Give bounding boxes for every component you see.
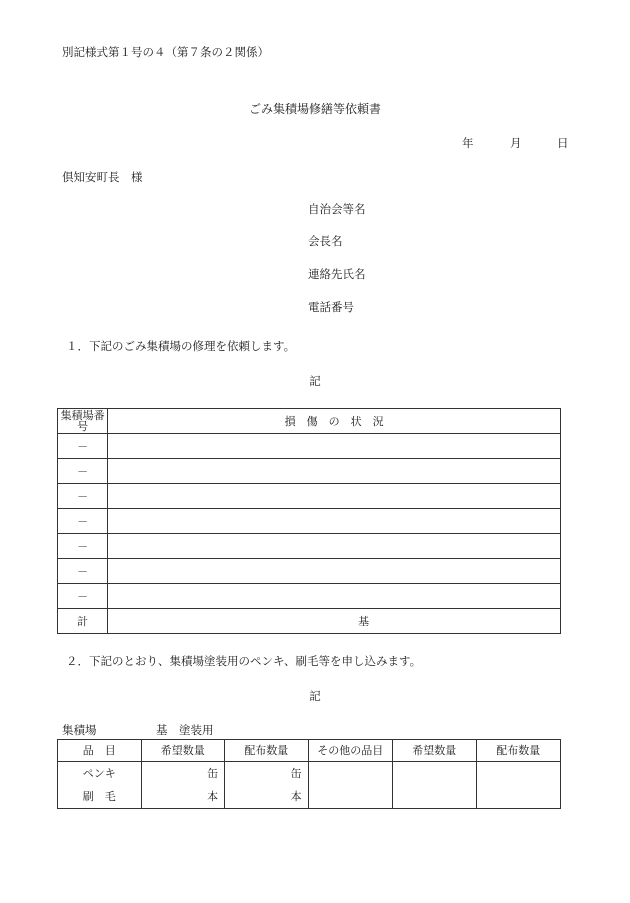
document-title: ごみ集積場修繕等依頼書	[248, 102, 381, 116]
field-phone: 電話番号	[308, 300, 354, 314]
total-unit: 基	[108, 609, 561, 634]
paint-desired-unit: 缶	[207, 767, 219, 780]
section2-heading: ２．下記のとおり、集積場塗装用のペンキ、刷毛等を申し込みます。	[66, 654, 422, 668]
damage-cell[interactable]	[108, 534, 561, 559]
site-number-cell: －	[58, 509, 108, 534]
date-day: 日	[557, 136, 569, 150]
total-row	[58, 609, 561, 634]
table-row	[58, 762, 561, 809]
table-row	[58, 534, 561, 559]
item-brush: 刷 毛	[82, 790, 116, 803]
site-number-cell: －	[58, 534, 108, 559]
site-count-unit: 基 塗装用	[156, 723, 214, 737]
site-number-cell: －	[58, 484, 108, 509]
header-item: 品 目	[58, 740, 142, 762]
site-number-cell: －	[58, 559, 108, 584]
damage-cell[interactable]	[108, 484, 561, 509]
header-other-desired-qty: 希望数量	[393, 740, 476, 762]
addressee: 倶知安町長 様	[62, 170, 143, 184]
section2-ki: 記	[309, 689, 321, 703]
section1-ki: 記	[309, 374, 321, 388]
header-distributed-qty: 配布数量	[225, 740, 309, 762]
date-year: 年	[462, 136, 474, 150]
section1-heading: １．下記のごみ集積場の修理を依頼します。	[66, 339, 296, 353]
table-header-row	[58, 740, 561, 762]
damage-cell[interactable]	[108, 559, 561, 584]
site-number-cell: －	[58, 459, 108, 484]
total-label: 計	[58, 609, 108, 634]
header-other-item: その他の品目	[308, 740, 392, 762]
header-desired-qty: 希望数量	[141, 740, 225, 762]
form-reference: 別記様式第１号の４（第７条の２関係）	[62, 45, 269, 59]
distributed-qty-cells[interactable]	[225, 762, 309, 809]
damage-cell[interactable]	[108, 509, 561, 534]
table-row	[58, 509, 561, 534]
damage-cell[interactable]	[108, 584, 561, 609]
site-count-label: 集積場	[62, 723, 97, 737]
other-desired-qty-cell[interactable]	[393, 762, 476, 809]
table-row	[58, 484, 561, 509]
brush-distributed-unit: 本	[290, 790, 302, 803]
damage-cell[interactable]	[108, 434, 561, 459]
table-row	[58, 434, 561, 459]
table-header-row	[58, 409, 561, 434]
site-number-cell: －	[58, 584, 108, 609]
table-row	[58, 459, 561, 484]
item-paint: ペンキ	[82, 767, 116, 780]
desired-qty-cells[interactable]	[141, 762, 225, 809]
header-site-number: 集積場番号	[58, 409, 108, 434]
field-organization: 自治会等名	[308, 202, 366, 216]
field-chairperson: 会長名	[308, 234, 343, 248]
table-row	[58, 584, 561, 609]
header-other-distributed-qty: 配布数量	[476, 740, 561, 762]
brush-desired-unit: 本	[207, 790, 219, 803]
other-distributed-qty-cell[interactable]	[476, 762, 561, 809]
date-month: 月	[510, 136, 522, 150]
table-row	[58, 559, 561, 584]
paint-distributed-unit: 缶	[290, 767, 302, 780]
other-item-cell[interactable]	[308, 762, 392, 809]
repair-table	[57, 408, 561, 634]
header-damage-status: 損 傷 の 状 況	[108, 409, 561, 434]
site-number-cell: －	[58, 434, 108, 459]
damage-cell[interactable]	[108, 459, 561, 484]
field-contact-name: 連絡先氏名	[308, 267, 366, 281]
paint-request-table	[57, 739, 561, 809]
item-cells	[58, 762, 142, 809]
